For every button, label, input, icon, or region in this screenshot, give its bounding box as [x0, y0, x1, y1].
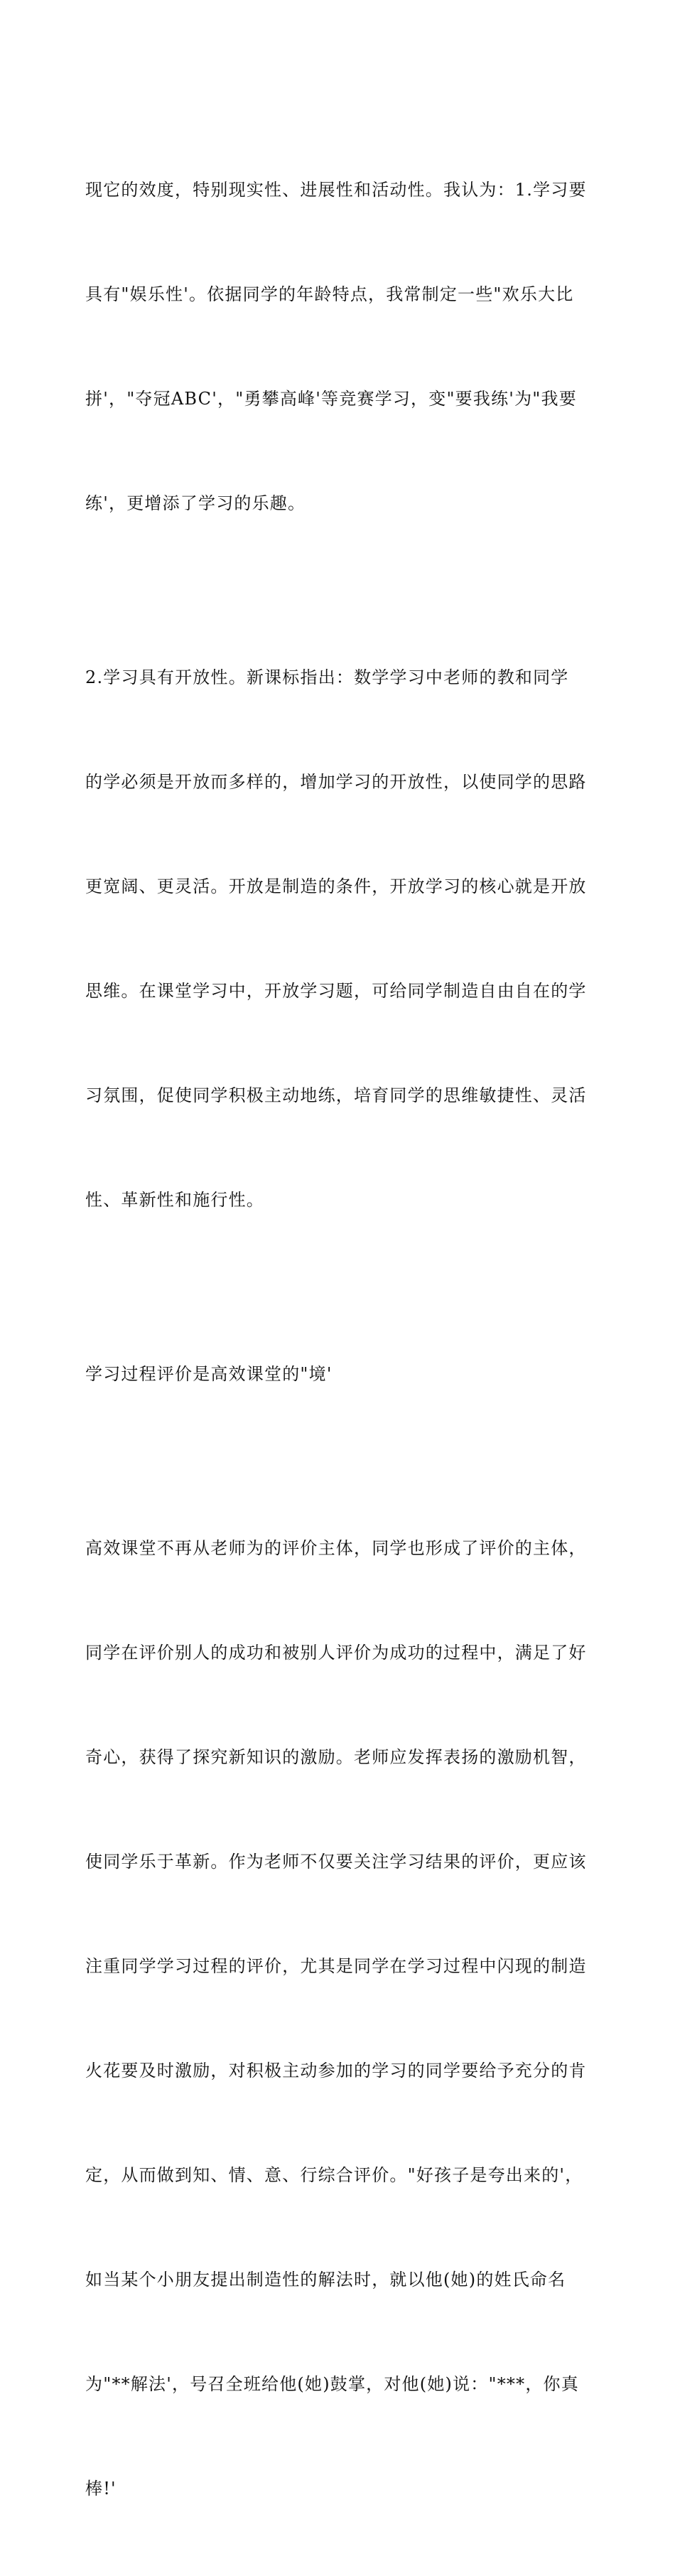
text-line: 注重同学学习过程的评价，尤其是同学在学习过程中闪现的制造: [85, 1956, 587, 1976]
text-line: 现它的效度，特别现实性、进展性和活动性。我认为：1.学习要: [85, 180, 587, 200]
paragraph-3: [85, 1461, 597, 2576]
text-line: 2.学习具有开放性。新课标指出：数学学习中老师的教和同学: [85, 667, 569, 687]
text-line: 高效课堂不再从老师为的评价主体，同学也形成了评价的主体，: [85, 1538, 587, 1558]
text-line: 练'，更增添了学习的乐趣。: [85, 493, 306, 513]
text-line: 定，从而做到知、情、意、行综合评价。"好孩子是夸出来的'，: [85, 2165, 583, 2185]
heading-line: 学习过程评价是高效课堂的"境': [85, 1364, 333, 1384]
paragraph-2: [85, 591, 597, 1287]
text-line: 奇心，获得了探究新知识的激励。老师应发挥表扬的激励机智，: [85, 1747, 587, 1767]
text-line: 棒!': [85, 2479, 117, 2499]
document-body: [85, 103, 597, 2576]
paragraph-1: [85, 103, 597, 591]
text-line: 火花要及时激励，对积极主动参加的学习的同学要给予充分的肯: [85, 2061, 587, 2081]
text-line: 习氛围，促使同学积极主动地练，培育同学的思维敏捷性、灵活: [85, 1085, 587, 1105]
text-line: 具有"娱乐性'。依据同学的年龄特点，我常制定一些"欢乐大比: [85, 284, 574, 304]
text-line: 思维。在课堂学习中，开放学习题，可给同学制造自由自在的学: [85, 981, 587, 1001]
text-line: 拼'，"夺冠ABC'，"勇攀高峰'等竞赛学习，变"要我练'为"我要: [85, 389, 577, 409]
text-line: 使同学乐于革新。作为老师不仅要关注学习结果的评价，更应该: [85, 1852, 587, 1872]
text-line: 更宽阔、更灵活。开放是制造的条件，开放学习的核心就是开放: [85, 876, 587, 896]
section-heading: [85, 1287, 597, 1461]
text-line: 为"**解法'，号召全班给他(她)鼓掌，对他(她)说："***，你真: [85, 2374, 579, 2394]
text-line: 性、革新性和施行性。: [85, 1190, 264, 1210]
text-line: 的学必须是开放而多样的，增加学习的开放性，以使同学的思路: [85, 772, 587, 792]
text-line: 同学在评价别人的成功和被别人评价为成功的过程中，满足了好: [85, 1643, 587, 1663]
text-line: 如当某个小朋友提出制造性的解法时，就以他(她)的姓氏命名: [85, 2270, 566, 2290]
